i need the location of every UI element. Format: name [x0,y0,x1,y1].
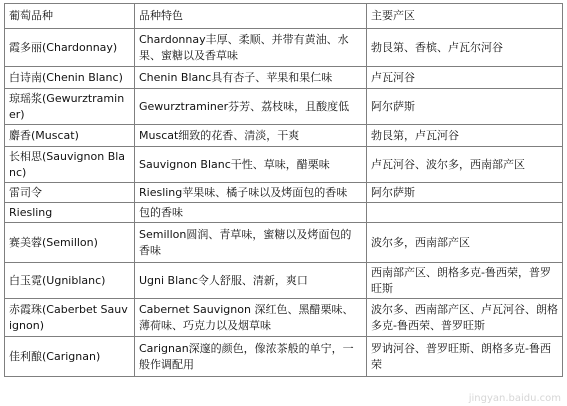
regions-cell: 罗讷河谷、普罗旺斯、朗格多克-鲁西荣 [367,337,563,377]
regions-cell: 阿尔萨斯 [367,89,563,125]
table-row [5,89,563,125]
characteristics-cell: Riesling苹果味、橘子味以及烤面包的香味 [135,183,367,203]
variety-cell: 白玉霓(Ugniblanc) [5,263,135,299]
regions-cell: 阿尔萨斯 [367,183,563,203]
header-variety: 葡萄品种 [5,4,135,29]
regions-cell [367,203,563,223]
table-row [5,223,563,263]
variety-cell: 琼瑶浆(Gewurztraminer) [5,89,135,125]
table-row [5,299,563,337]
characteristics-cell: Chenin Blanc具有杏子、苹果和果仁味 [135,67,367,89]
table-row [5,203,563,223]
variety-cell: 赛美蓉(Semillon) [5,223,135,263]
variety-cell: 霞多丽(Chardonnay) [5,29,135,67]
variety-cell: Riesling [5,203,135,223]
regions-cell: 波尔多、西南部产区、卢瓦河谷、朗格多克-鲁西荣、普罗旺斯 [367,299,563,337]
header-regions: 主要产区 [367,4,563,29]
characteristics-cell: Gewurztraminer芬芳、荔枝味，且酸度低 [135,89,367,125]
regions-cell: 卢瓦河谷 [367,67,563,89]
characteristics-cell: 包的香味 [135,203,367,223]
table-row [5,147,563,183]
table-header [5,4,563,29]
grape-variety-table [4,3,563,377]
characteristics-cell: Muscat细致的花香、清淡，干爽 [135,125,367,147]
table-row [5,29,563,67]
table-row [5,125,563,147]
characteristics-cell: Semillon圆润、青草味，蜜糖以及烤面包的香味 [135,223,367,263]
variety-cell: 赤霞珠(Caberbet Sauvignon) [5,299,135,337]
variety-cell: 白诗南(Chenin Blanc) [5,67,135,89]
regions-cell: 卢瓦河谷、波尔多，西南部产区 [367,147,563,183]
regions-cell: 勃艮第、香槟、卢瓦尔河谷 [367,29,563,67]
table-row [5,183,563,203]
variety-cell: 佳利酿(Carignan) [5,337,135,377]
regions-cell: 勃艮第，卢瓦河谷 [367,125,563,147]
characteristics-cell: Chardonnay丰厚、柔顺、并带有黄油、水果、蜜糖以及香草味 [135,29,367,67]
characteristics-cell: Carignan深邃的颜色，像浓茶般的单宁，一般作调配用 [135,337,367,377]
regions-cell: 波尔多，西南部产区 [367,223,563,263]
variety-cell: 长相思(Sauvignon Blanc) [5,147,135,183]
variety-cell: 麝香(Muscat) [5,125,135,147]
watermark: jingyan.baidu.com [468,393,561,404]
variety-cell: 雷司令 [5,183,135,203]
regions-cell: 西南部产区、朗格多克-鲁西荣，普罗旺斯 [367,263,563,299]
characteristics-cell: Sauvignon Blanc干性、草味，醋栗味 [135,147,367,183]
header-row [5,4,563,29]
table-row [5,337,563,377]
characteristics-cell: Cabernet Sauvignon 深红色、黑醋栗味、薄荷味、巧克力以及烟草味 [135,299,367,337]
characteristics-cell: Ugni Blanc令人舒服、清新，爽口 [135,263,367,299]
header-characteristics: 品种特色 [135,4,367,29]
table-row [5,263,563,299]
table-row [5,67,563,89]
